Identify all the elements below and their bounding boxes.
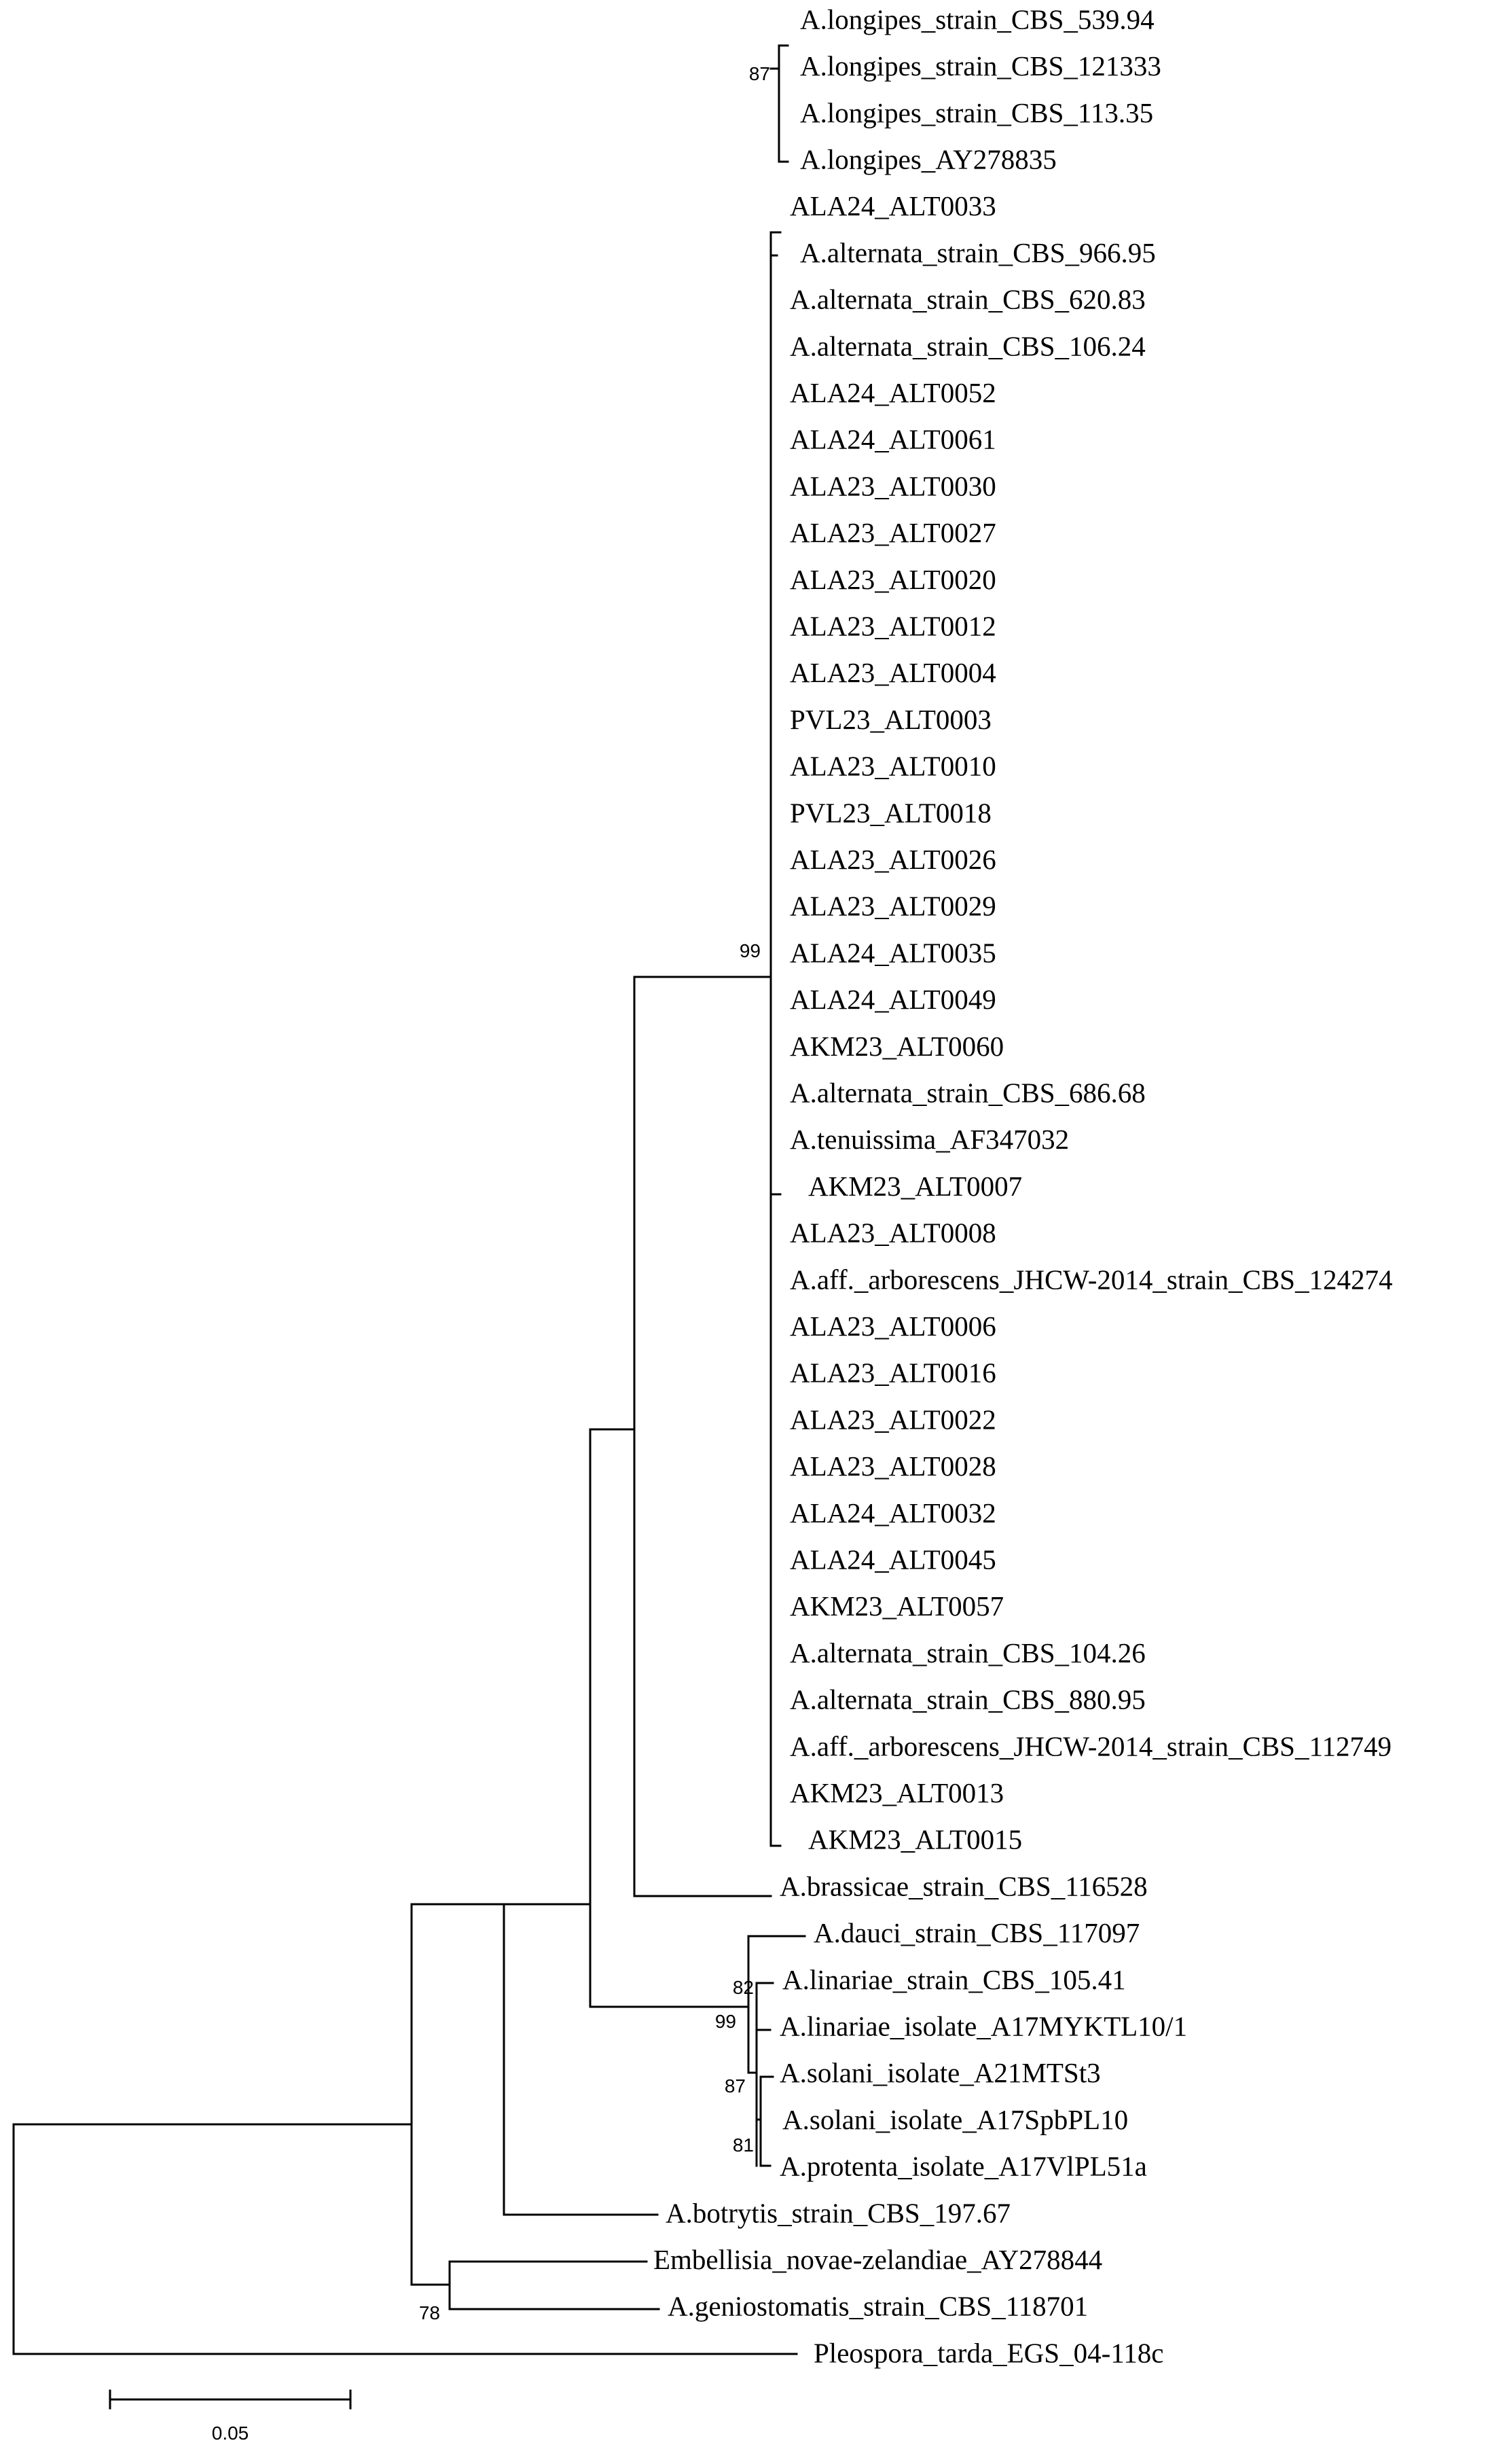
taxon-label: ALA23_ALT0020 xyxy=(790,563,996,595)
taxon-label: AKM23_ALT0013 xyxy=(790,1777,1004,1809)
taxon-label: A.solani_isolate_A17SpbPL10 xyxy=(782,2103,1129,2135)
bootstrap-protenta-pair: 81 xyxy=(732,2135,754,2156)
bootstrap-embellisia-pair: 78 xyxy=(418,2302,440,2323)
taxon-label: ALA24_ALT0035 xyxy=(790,937,996,969)
taxon-label: A.longipes_AY278835 xyxy=(800,143,1057,175)
bootstrap-values xyxy=(419,63,770,2323)
bootstrap-solani-pair: 87 xyxy=(724,2075,746,2096)
taxon-label: PVL23_ALT0018 xyxy=(790,797,992,829)
scale-bar xyxy=(110,2391,350,2444)
taxon-label: ALA23_ALT0016 xyxy=(790,1357,996,1389)
taxon-label: A.alternata_strain_CBS_620.83 xyxy=(790,283,1146,315)
taxon-label: A.longipes_strain_CBS_121333 xyxy=(800,50,1161,82)
taxon-label: ALA24_ALT0033 xyxy=(790,190,996,222)
taxon-label: PVL23_ALT0003 xyxy=(790,703,992,735)
taxon-label: A.alternata_strain_CBS_104.26 xyxy=(790,1637,1146,1668)
taxon-label: AKM23_ALT0060 xyxy=(790,1030,1004,1062)
taxon-label: Pleospora_tarda_EGS_04-118c xyxy=(814,2337,1164,2369)
taxon-label: A.alternata_strain_CBS_106.24 xyxy=(790,330,1146,362)
taxon-label: Embellisia_novae-zelandiae_AY278844 xyxy=(653,2244,1103,2276)
bootstrap-alternata-clade: 99 xyxy=(739,940,761,961)
taxon-label: ALA23_ALT0030 xyxy=(790,470,996,502)
bootstrap-linariae-pair: 82 xyxy=(732,1977,754,1998)
taxon-label: ALA23_ALT0026 xyxy=(790,844,996,876)
taxon-label: A.brassicae_strain_CBS_116528 xyxy=(780,1870,1148,1902)
taxon-label: A.linariae_strain_CBS_105.41 xyxy=(782,1963,1126,1995)
taxon-label: A.geniostomatis_strain_CBS_118701 xyxy=(668,2290,1089,2322)
taxon-label: ALA23_ALT0004 xyxy=(790,657,996,689)
tree-branches xyxy=(14,46,805,2354)
taxon-label: A.dauci_strain_CBS_117097 xyxy=(814,1917,1140,1949)
taxon-label: A.solani_isolate_A21MTSt3 xyxy=(780,2057,1101,2089)
taxon-label: ALA23_ALT0027 xyxy=(790,517,996,549)
taxon-label: ALA24_ALT0052 xyxy=(790,377,996,409)
taxon-label: A.aff._arborescens_JHCW-2014_strain_CBS_112749 xyxy=(790,1730,1392,1762)
taxon-label: A.linariae_isolate_A17MYKTL10/1 xyxy=(780,2010,1188,2042)
taxon-label: A.tenuissima_AF347032 xyxy=(790,1124,1070,1156)
taxon-label: AKM23_ALT0015 xyxy=(808,1823,1023,1855)
taxon-label: A.longipes_strain_CBS_539.94 xyxy=(800,3,1155,35)
taxon-label: A.protenta_isolate_A17VlPL51a xyxy=(780,2150,1147,2182)
taxon-label: ALA23_ALT0022 xyxy=(790,1404,996,1435)
taxon-label: ALA24_ALT0061 xyxy=(790,423,996,455)
taxon-label: A.longipes_strain_CBS_113.35 xyxy=(800,96,1154,128)
taxon-label: ALA23_ALT0006 xyxy=(790,1310,996,1342)
taxon-label: A.aff._arborescens_JHCW-2014_strain_CBS_124274 xyxy=(790,1264,1393,1296)
taxon-label: A.alternata_strain_CBS_686.68 xyxy=(790,1077,1146,1109)
taxon-label: ALA23_ALT0008 xyxy=(790,1217,996,1249)
taxon-label: ALA23_ALT0028 xyxy=(790,1450,996,1482)
bootstrap-longipes-clade: 87 xyxy=(748,63,770,84)
taxon-label: AKM23_ALT0057 xyxy=(790,1590,1004,1622)
taxon-label: ALA23_ALT0012 xyxy=(790,610,996,642)
taxon-label: ALA23_ALT0010 xyxy=(790,750,996,782)
taxon-label: AKM23_ALT0007 xyxy=(808,1170,1023,1202)
taxon-label: A.alternata_strain_CBS_966.95 xyxy=(800,236,1156,268)
taxon-label: A.alternata_strain_CBS_880.95 xyxy=(790,1683,1146,1715)
taxon-labels xyxy=(653,3,1392,2368)
taxon-label: ALA24_ALT0045 xyxy=(790,1543,996,1575)
bootstrap-solani-clade: 99 xyxy=(714,2011,736,2032)
taxon-label: ALA24_ALT0049 xyxy=(790,984,996,1016)
taxon-label: ALA23_ALT0029 xyxy=(790,890,996,922)
taxon-label: A.botrytis_strain_CBS_197.67 xyxy=(666,2197,1011,2229)
scale-bar-label: 0.05 xyxy=(211,2423,249,2444)
taxon-label: ALA24_ALT0032 xyxy=(790,1497,996,1529)
